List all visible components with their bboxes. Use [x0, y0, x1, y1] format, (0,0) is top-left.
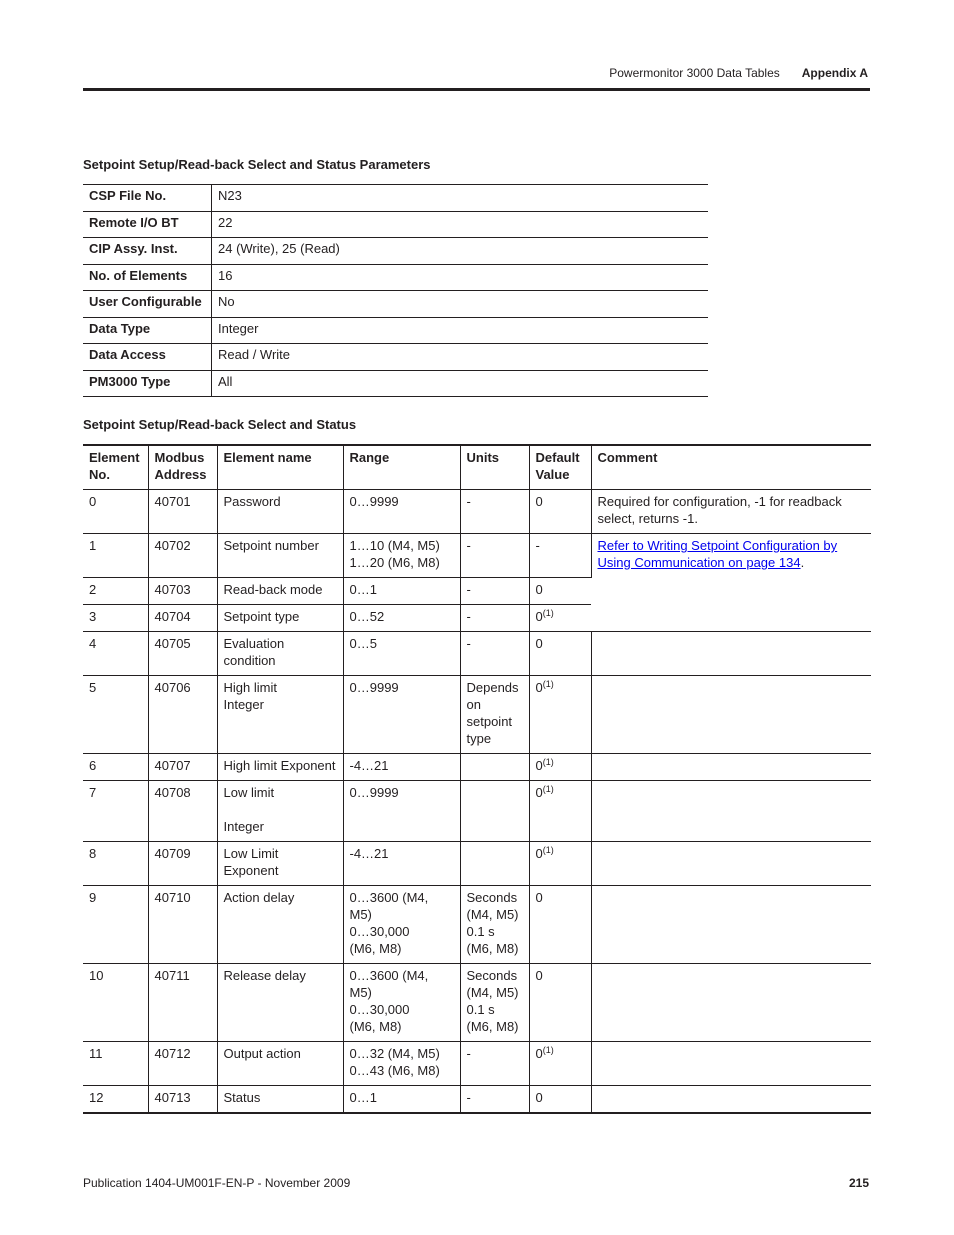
table-row [83, 964, 871, 1042]
default-value-cell [529, 842, 591, 886]
table-row [83, 490, 871, 534]
page-number: 215 [848, 1176, 869, 1190]
default-value-cell [529, 781, 591, 842]
range: 0…32 (M4, M5) 0…43 (M6, M8) [349, 1046, 440, 1078]
element-name: Evaluation condition [223, 636, 285, 668]
default-value: 0 [535, 758, 543, 773]
element-name: Low Limit Exponent [223, 846, 279, 878]
element-no-cell [83, 781, 148, 842]
modbus-address-cell [148, 605, 217, 632]
param-row [83, 370, 708, 397]
element-no-cell [83, 1086, 148, 1114]
default-value-cell [529, 605, 591, 632]
footnote-mark: (1) [542, 845, 554, 855]
footnote-mark: (1) [542, 757, 554, 767]
comment-cell [591, 534, 871, 632]
modbus-address-cell [148, 578, 217, 605]
header-appendix: Appendix A [801, 66, 868, 80]
footnote-mark: (1) [542, 1045, 554, 1055]
param-value: Integer [212, 317, 709, 344]
element-name: Output action [223, 1046, 301, 1061]
default-value: 0 [535, 968, 543, 983]
range-cell [343, 676, 460, 754]
modbus-address-cell [148, 964, 217, 1042]
units: - [466, 1090, 471, 1105]
range-cell [343, 964, 460, 1042]
element-name-cell [217, 1042, 343, 1086]
param-row [83, 344, 708, 371]
element-no-cell [83, 886, 148, 964]
param-value: All [212, 370, 709, 397]
default-value: 0 [535, 636, 543, 651]
range: 1…10 (M4, M5) 1…20 (M6, M8) [349, 538, 440, 570]
default-value: 0 [535, 890, 543, 905]
cross-reference-link[interactable]: Refer to Writing Setpoint Configuration by Using Communication on page 134 [597, 538, 838, 570]
modbus-address: 40709 [154, 846, 191, 861]
units: - [466, 582, 471, 597]
element-name: High limit Integer [223, 680, 277, 712]
link-suffix: . [800, 555, 805, 570]
param-value: N23 [212, 185, 709, 212]
units: - [466, 1046, 471, 1061]
default-value-cell [529, 578, 591, 605]
status-table-title: Setpoint Setup/Read-back Select and Status [83, 417, 357, 432]
modbus-address-cell [148, 490, 217, 534]
element-name-cell [217, 534, 343, 578]
param-row [83, 185, 708, 212]
default-value-cell [529, 754, 591, 781]
range: 0…9999 [349, 494, 399, 509]
modbus-address-cell [148, 632, 217, 676]
param-key: PM3000 Type [83, 370, 212, 397]
range: 0…1 [349, 582, 377, 597]
units: - [466, 636, 471, 651]
element-name-cell [217, 632, 343, 676]
comment [591, 1042, 871, 1086]
modbus-address: 40711 [154, 968, 190, 983]
default-value-cell [529, 1086, 591, 1114]
units-cell [460, 605, 529, 632]
comment [591, 1086, 871, 1114]
element-no: 11 [89, 1046, 103, 1061]
param-key: CIP Assy. Inst. [83, 238, 212, 265]
modbus-address: 40705 [154, 636, 191, 651]
default-value-cell [529, 490, 591, 534]
default-value-cell [529, 676, 591, 754]
element-no: 4 [89, 636, 97, 651]
param-key: CSP File No. [83, 185, 212, 212]
table-row [83, 781, 871, 842]
range-cell [343, 781, 460, 842]
column-header: Range [343, 445, 460, 490]
modbus-address: 40703 [154, 582, 191, 597]
table-row [83, 754, 871, 781]
status-table [83, 444, 871, 1114]
params-table [83, 184, 708, 397]
units-cell [460, 1042, 529, 1086]
range-cell [343, 632, 460, 676]
comment [591, 754, 871, 781]
element-no-cell [83, 842, 148, 886]
element-name: Action delay [223, 890, 295, 905]
range-cell [343, 754, 460, 781]
default-value: 0 [535, 609, 543, 624]
table-row [83, 1042, 871, 1086]
modbus-address-cell [148, 1086, 217, 1114]
element-no: 10 [89, 968, 104, 983]
default-value: 0 [535, 1090, 543, 1105]
element-name-cell [217, 605, 343, 632]
element-name: Read-back mode [223, 582, 323, 597]
range: -4…21 [349, 846, 389, 861]
comment [591, 842, 871, 886]
modbus-address: 40704 [154, 609, 191, 624]
running-header [609, 66, 868, 80]
comment [591, 676, 871, 754]
modbus-address: 40707 [154, 758, 191, 773]
column-header: Units [460, 445, 529, 490]
element-name-cell [217, 964, 343, 1042]
params-table-title: Setpoint Setup/Read-back Select and Status Parameters [83, 157, 431, 172]
element-no-cell [83, 578, 148, 605]
element-no-cell [83, 490, 148, 534]
footnote-mark: (1) [542, 784, 554, 794]
footnote-mark: (1) [542, 679, 554, 689]
range: 0…5 [349, 636, 377, 651]
publication-footer: Publication 1404-UM001F-EN-P - November 2009 [83, 1176, 351, 1190]
element-no: 3 [89, 609, 97, 624]
default-value-cell [529, 964, 591, 1042]
default-value: 0 [535, 680, 543, 695]
range: 0…9999 [349, 785, 399, 800]
modbus-address: 40706 [154, 680, 191, 695]
range-cell [343, 1086, 460, 1114]
units-cell [460, 490, 529, 534]
comment [591, 886, 871, 964]
range: 0…52 [349, 609, 385, 624]
element-name: Low limit Integer [223, 785, 275, 834]
element-name-cell [217, 490, 343, 534]
modbus-address-cell [148, 781, 217, 842]
footnote-mark: (1) [542, 608, 554, 618]
element-no-cell [83, 605, 148, 632]
param-key: Data Type [83, 317, 212, 344]
element-name: Release delay [223, 968, 306, 983]
default-value-cell [529, 534, 591, 578]
units-cell [460, 1086, 529, 1114]
table-row [83, 842, 871, 886]
modbus-address: 40713 [154, 1090, 191, 1105]
param-value: No [212, 291, 709, 318]
column-header: Comment [591, 445, 871, 490]
element-no: 7 [89, 785, 97, 800]
range: 0…3600 (M4, M5) 0…30,000 (M6, M8) [349, 890, 429, 956]
range-cell [343, 578, 460, 605]
element-name-cell [217, 842, 343, 886]
element-name-cell [217, 886, 343, 964]
default-value: - [535, 538, 540, 553]
range-cell [343, 842, 460, 886]
param-key: User Configurable [83, 291, 212, 318]
table-row [83, 1086, 871, 1114]
modbus-address: 40712 [154, 1046, 191, 1061]
units-cell [460, 886, 529, 964]
default-value-cell [529, 1042, 591, 1086]
range-cell [343, 534, 460, 578]
table-row [83, 632, 871, 676]
comment: Required for configuration, -1 for readback select, returns -1. [591, 490, 871, 534]
range-cell [343, 605, 460, 632]
param-row [83, 291, 708, 318]
modbus-address-cell [148, 676, 217, 754]
element-name: Status [223, 1090, 261, 1105]
element-name: High limit Exponent [223, 758, 336, 773]
element-no: 5 [89, 680, 97, 695]
param-value: 16 [212, 264, 709, 291]
units-cell [460, 842, 529, 886]
element-no: 8 [89, 846, 97, 861]
units-cell [460, 676, 529, 754]
column-header: Modbus Address [148, 445, 217, 490]
element-name: Password [223, 494, 281, 509]
default-value: 0 [535, 785, 543, 800]
modbus-address-cell [148, 842, 217, 886]
units-cell [460, 964, 529, 1042]
param-row [83, 317, 708, 344]
param-row [83, 238, 708, 265]
header-rule [83, 88, 870, 91]
default-value: 0 [535, 846, 543, 861]
param-key: Remote I/O BT [83, 211, 212, 238]
modbus-address: 40710 [154, 890, 191, 905]
default-value: 0 [535, 1046, 543, 1061]
table-row [83, 886, 871, 964]
element-no-cell [83, 632, 148, 676]
element-no: 1 [89, 538, 97, 553]
element-name-cell [217, 676, 343, 754]
status-header-row [83, 445, 871, 490]
param-row [83, 264, 708, 291]
element-name-cell [217, 754, 343, 781]
default-value: 0 [535, 582, 543, 597]
units: - [466, 609, 471, 624]
element-no: 6 [89, 758, 97, 773]
modbus-address-cell [148, 754, 217, 781]
units: Depends on setpoint type [466, 680, 519, 746]
modbus-address-cell [148, 534, 217, 578]
comment [591, 781, 871, 842]
element-name-cell [217, 781, 343, 842]
units-cell [460, 754, 529, 781]
param-value: 22 [212, 211, 709, 238]
element-no: 0 [89, 494, 97, 509]
range-cell [343, 1042, 460, 1086]
element-name: Setpoint type [223, 609, 300, 624]
param-row [83, 211, 708, 238]
element-no: 12 [89, 1090, 104, 1105]
modbus-address: 40708 [154, 785, 191, 800]
modbus-address: 40701 [154, 494, 191, 509]
default-value-cell [529, 886, 591, 964]
range: 0…1 [349, 1090, 377, 1105]
table-row [83, 676, 871, 754]
modbus-address-cell [148, 1042, 217, 1086]
modbus-address: 40702 [154, 538, 191, 553]
column-header: Default Value [529, 445, 591, 490]
header-section: Powermonitor 3000 Data Tables [609, 66, 780, 80]
units: - [466, 538, 471, 553]
column-header: Element No. [83, 445, 148, 490]
param-value: 24 (Write), 25 (Read) [212, 238, 709, 265]
range-cell [343, 886, 460, 964]
units-cell [460, 534, 529, 578]
param-value: Read / Write [212, 344, 709, 371]
range: -4…21 [349, 758, 389, 773]
element-no-cell [83, 534, 148, 578]
range: 0…9999 [349, 680, 399, 695]
modbus-address-cell [148, 886, 217, 964]
element-name-cell [217, 1086, 343, 1114]
comment [591, 632, 871, 676]
element-name-cell [217, 578, 343, 605]
range-cell [343, 490, 460, 534]
element-no: 2 [89, 582, 97, 597]
element-no: 9 [89, 890, 97, 905]
range: 0…3600 (M4, M5) 0…30,000 (M6, M8) [349, 968, 429, 1034]
param-key: Data Access [83, 344, 212, 371]
element-name: Setpoint number [223, 538, 319, 553]
element-no-cell [83, 754, 148, 781]
comment [591, 964, 871, 1042]
units: - [466, 494, 471, 509]
units: Seconds (M4, M5) 0.1 s (M6, M8) [466, 890, 519, 956]
table-row [83, 534, 871, 578]
units: Seconds (M4, M5) 0.1 s (M6, M8) [466, 968, 519, 1034]
units-cell [460, 632, 529, 676]
element-no-cell [83, 1042, 148, 1086]
element-no-cell [83, 964, 148, 1042]
units-cell [460, 578, 529, 605]
column-header: Element name [217, 445, 343, 490]
default-value: 0 [535, 494, 543, 509]
element-no-cell [83, 676, 148, 754]
units-cell [460, 781, 529, 842]
default-value-cell [529, 632, 591, 676]
param-key: No. of Elements [83, 264, 212, 291]
